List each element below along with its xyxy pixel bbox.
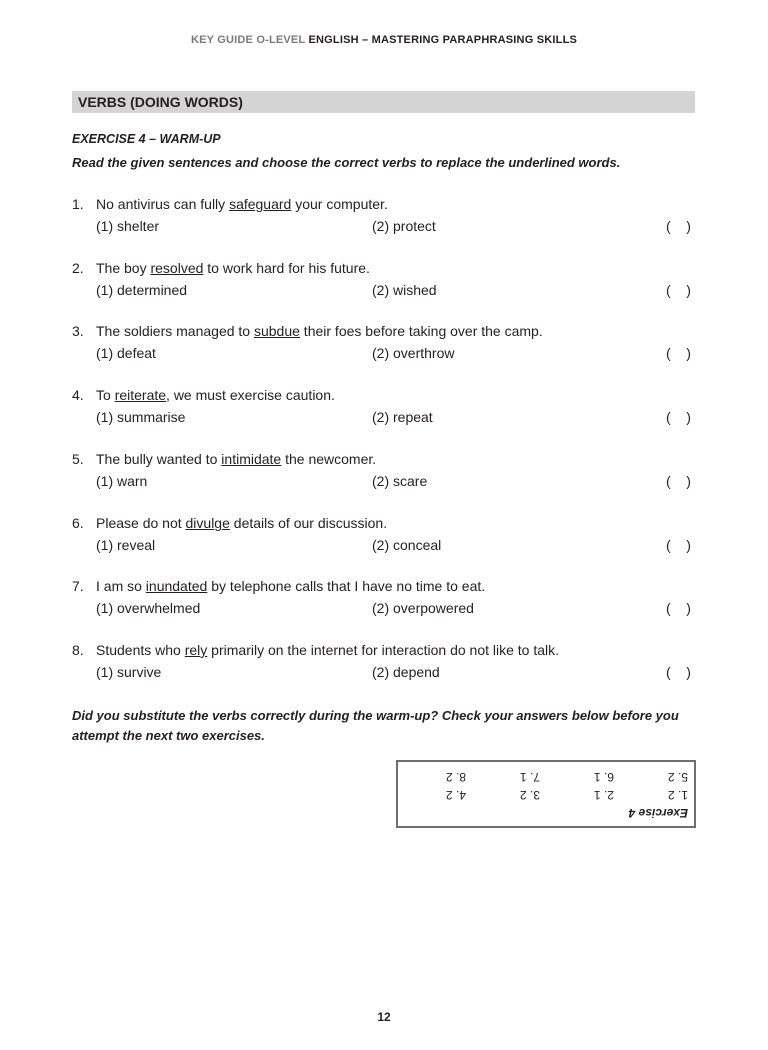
option-2: (2) scare [372,473,428,489]
closing-note: Did you substitute the verbs correctly during the warm-up? Check your answers below before you attempt the next two exercises. [72,708,679,743]
options-line [72,280,697,302]
question-item [72,258,697,302]
question-number: 8. [72,642,84,658]
question-item [72,640,697,684]
sentence-after: the newcomer. [281,451,377,467]
question-sentence [96,194,388,214]
option-2: (2) repeat [372,409,433,425]
answer-blank[interactable]: ( ) [666,282,691,298]
option-2: (2) protect [372,218,436,234]
sentence-after: details of our discussion. [229,515,388,531]
answer-item: 7. 1 [519,770,540,784]
answer-blank[interactable]: ( ) [666,664,691,680]
underlined-word: reiterate [114,387,167,403]
question-sentence [96,449,376,469]
question-number: 6. [72,515,84,531]
underlined-word: resolved [150,260,204,276]
option-2: (2) overpowered [372,600,474,616]
sentence-before: To [96,387,115,403]
question-item [72,513,697,557]
question-item [72,194,697,238]
option-1: (1) survive [96,664,162,680]
option-1: (1) reveal [96,537,156,553]
underlined-word: rely [184,642,208,658]
question-sentence [96,576,485,596]
sentence-before: No antivirus can fully [96,196,230,212]
answer-item: 2. 1 [593,788,614,802]
sentence-before: The boy [96,260,151,276]
answer-blank[interactable]: ( ) [666,537,691,553]
option-1: (1) summarise [96,409,186,425]
sentence-after: their foes before taking over the camp. [299,323,543,339]
option-1: (1) defeat [96,345,156,361]
answer-item: 5. 2 [667,770,688,784]
question-number: 1. [72,196,84,212]
option-2: (2) depend [372,664,440,680]
answer-item: 4. 2 [445,788,466,802]
answer-item: 8. 2 [445,770,466,784]
question-number: 7. [72,578,84,594]
options-line [72,343,697,365]
question-line [72,449,697,471]
header-prefix: KEY GUIDE O-LEVEL [190,34,306,46]
sentence-before: The bully wanted to [96,451,222,467]
sentence-before: I am so [96,578,146,594]
sentence-after: primarily on the internet for interaction do not like to talk. [207,642,560,658]
sentence-after: your computer. [291,196,388,212]
answer-blank[interactable]: ( ) [666,218,691,234]
option-1: (1) shelter [96,218,160,234]
options-line [72,471,697,493]
option-2: (2) conceal [372,537,442,553]
answer-blank[interactable]: ( ) [666,345,691,361]
underlined-word: inundated [145,578,208,594]
options-line [72,535,697,557]
option-1: (1) warn [96,473,148,489]
exercise-instruction: Read the given sentences and choose the correct verbs to replace the underlined words. [72,155,621,170]
sentence-after: by telephone calls that I have no time to eat. [207,578,486,594]
sentence-before: Students who [96,642,185,658]
question-line [72,385,697,407]
question-number: 2. [72,260,84,276]
running-header [0,34,768,46]
answer-blank[interactable]: ( ) [666,409,691,425]
question-line [72,194,697,216]
underlined-word: subdue [253,323,300,339]
underlined-word: safeguard [229,196,292,212]
options-line [72,598,697,620]
question-line [72,513,697,535]
answer-blank[interactable]: ( ) [666,473,691,489]
question-item [72,449,697,493]
question-number: 4. [72,387,84,403]
question-item [72,321,697,365]
options-line [72,662,697,684]
answer-blank[interactable]: ( ) [666,600,691,616]
answer-key-title: Exercise 4 [628,806,688,820]
question-line [72,576,697,598]
question-line [72,640,697,662]
question-sentence [96,385,335,405]
question-sentence [96,258,370,278]
exercise-title: EXERCISE 4 – WARM-UP [72,132,221,146]
option-1: (1) overwhelmed [96,600,201,616]
question-sentence [96,640,559,660]
question-sentence [96,321,543,341]
question-line [72,258,697,280]
answer-key-upside-down [398,762,694,826]
options-line [72,216,697,238]
answer-item: 1. 2 [667,788,688,802]
answer-key-box [396,760,696,828]
sentence-before: The soldiers managed to [96,323,254,339]
answer-item: 6. 1 [593,770,614,784]
sentence-after: to work hard for his future. [203,260,370,276]
question-number: 5. [72,451,84,467]
page-number: 12 [377,1010,391,1024]
section-title: VERBS (DOING WORDS) [72,91,695,113]
answer-item: 3. 2 [519,788,540,802]
option-2: (2) overthrow [372,345,455,361]
underlined-word: divulge [185,515,230,531]
header-title: ENGLISH – MASTERING PARAPHRASING SKILLS [308,34,578,46]
option-2: (2) wished [372,282,437,298]
question-item [72,576,697,620]
question-line [72,321,697,343]
sentence-before: Please do not [96,515,186,531]
options-line [72,407,697,429]
question-sentence [96,513,387,533]
option-1: (1) determined [96,282,188,298]
sentence-after: , we must exercise caution. [166,387,335,403]
question-item [72,385,697,429]
underlined-word: intimidate [221,451,282,467]
question-number: 3. [72,323,84,339]
